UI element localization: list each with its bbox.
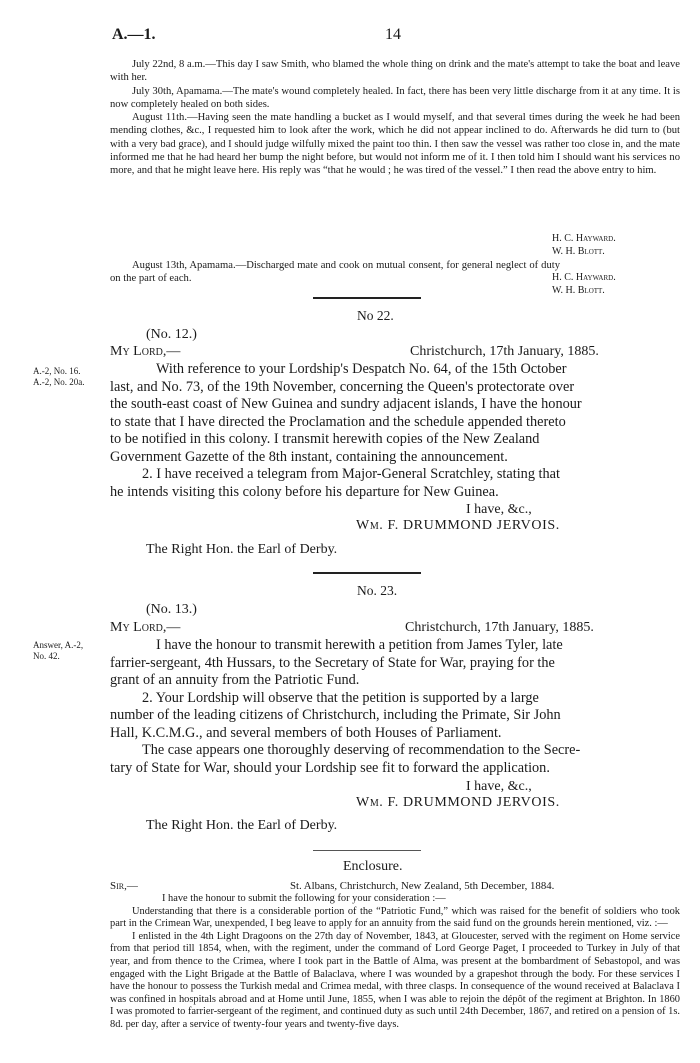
- margin-note-42: No. 42.: [33, 651, 60, 661]
- enclosure-body: [110, 893, 680, 1032]
- despatch-22-salutation: My Lord,—: [110, 344, 181, 359]
- body-line: 2. Your Lordship will observe that the petition is supported by a large: [142, 689, 539, 706]
- body-line: to be notified in this colony. I transmit herewith copies of the New Zealand: [110, 431, 540, 447]
- despatch-22-body: [110, 361, 680, 501]
- despatch-23-addressee: The Right Hon. the Earl of Derby.: [146, 818, 338, 833]
- body-line: I have the honour to transmit herewith a petition from James Tyler, late: [156, 637, 563, 653]
- body-line: With reference to your Lordship's Despatch No. 64, of the 15th October: [156, 361, 567, 377]
- body-line: tary of State for War, should your Lordship see fit to forward the application.: [110, 759, 550, 776]
- margin-note-a2-16: A.-2, No. 16.: [33, 366, 81, 376]
- despatch-22-heading: No 22.: [357, 308, 394, 323]
- body-line: 2. I have received a telegram from Major-General Scratchley, stating that: [142, 466, 560, 482]
- despatch-22-closing: I have, &c.,: [466, 502, 532, 517]
- journal-entry: July 22nd, 8 a.m.—This day I saw Smith, who blamed the whole thing on drink and the mate's attempt to take the boat and leave with her.: [110, 59, 680, 84]
- body-line: The case appears one thoroughly deserving of recommendation to the Secre-: [142, 742, 581, 758]
- body-line: farrier-sergeant, 4th Hussars, to the Secretary of State for War, praying for the: [110, 654, 555, 671]
- enclosure-heading: Enclosure.: [343, 859, 403, 874]
- journal-signatures-2: [552, 271, 616, 297]
- section-divider: [313, 297, 421, 299]
- despatch-23-salutation: My Lord,—: [110, 620, 181, 635]
- journal-signatures: [552, 232, 616, 258]
- despatch-22-ref: (No. 12.): [146, 327, 197, 342]
- enclosure-paragraph: I enlisted in the 4th Light Dragoons on the 27th day of November, 1843, at Gloucester, served with the regiment on Home service from that period till 1854, when, with the regiment, under the command of Lord George Paget, I proceeded to Turkey in July of that year, and from thence to the Crimea, where I took part in the Battle of Alma, was present at the bombardment of Sebastopol, and was engaged with the Light Brigade at the Battle of Balaclava, where I was wounded by a grapeshot through the body. For these services I have the honour to possess the Turkish medal and Crimea medal, with three clasps. In consequence of the wound received at Balaclava I was confined in hospitals abroad and at Home until June, 1855, when I was able to rejoin the dépôt of the regiment at Brighton. In 1860 I was promoted to farrier-sergeant of the regiment, and continued duty as such until 24th December, 1867, and retired on a pension of 1s. 8d. per day, after a service of twenty-four years and twenty-five days.: [110, 930, 680, 1030]
- despatch-23-place-date: Christchurch, 17th January, 1885.: [405, 620, 594, 635]
- body-line: he intends visiting this colony before his departure for New Guinea.: [110, 483, 499, 500]
- document-reference: A.—1.: [112, 26, 156, 43]
- body-line: the south-east coast of New Guinea and sundry adjacent islands, I have the honour: [110, 396, 582, 412]
- body-line: to state that I have directed the Proclamation and the schedule appended thereto: [110, 413, 566, 430]
- body-line: number of the leading citizens of Christchurch, including the Primate, Sir John: [110, 707, 561, 723]
- despatch-23-signature: Wm. F. DRUMMOND JERVOIS.: [356, 795, 560, 810]
- journal-entry: August 11th.—Having seen the mate handling a bucket as I would myself, and that several times during the week he had been mending clothes, &c., I requested him to look after the work, which he did not appear inclined to do. Afterwards he did turn to (but with a very bad grace), and I should judge wilfully mixed the paint too thin. I then saw the vessel was rather too close in, and the mate informed me that he had heard her bump the night before, but would not inform me of it. I then told him I should want his services no more, and that he might leave here. His reply was “that he would ; he was tired of the vessel.” I then read the above entry to him.: [110, 112, 680, 177]
- enclosure-paragraph: I have the honour to submit the following for your consideration :—: [162, 893, 446, 904]
- section-divider: [313, 572, 421, 574]
- enclosure-place-date: St. Albans, Christchurch, New Zealand, 5th December, 1884.: [290, 880, 555, 892]
- body-line: Hall, K.C.M.G., and several members of both Houses of Parliament.: [110, 724, 502, 741]
- despatch-22-signature: Wm. F. DRUMMOND JERVOIS.: [356, 518, 560, 533]
- enclosure-paragraph: Understanding that there is a considerable portion of the “Patriotic Fund,” which was raised for the benefit of soldiers who took part in the Crimean War, unexpended, I beg leave to apply for an annuity from the said fund on the grounds herein mentioned, viz. :—: [110, 905, 680, 930]
- signature-blott: W. H. Blott.: [552, 285, 605, 296]
- page-number: 14: [385, 26, 401, 43]
- journal-entry: July 30th, Apamama.—The mate's wound completely healed. In fact, there has been very little discharge from it at any time. It is now completely healed on both sides.: [110, 85, 680, 110]
- journal-extract: [110, 58, 680, 178]
- page-header: [112, 26, 660, 48]
- despatch-23-closing: I have, &c.,: [466, 779, 532, 794]
- section-divider: [313, 850, 421, 851]
- body-line: Government Gazette of the 8th instant, containing the announcement.: [110, 448, 508, 465]
- signature-hayward: H. C. Hayward.: [552, 272, 616, 283]
- despatch-22-place-date: Christchurch, 17th January, 1885.: [410, 344, 599, 359]
- margin-note-answer: Answer, A.-2,: [33, 640, 84, 650]
- despatch-23-ref: (No. 13.): [146, 602, 197, 617]
- body-line: last, and No. 73, of the 19th November, concerning the Queen's protectorate over: [110, 378, 575, 395]
- journal-entry: August 13th, Apamama.—Discharged mate and cook on mutual consent, for general neglect of duty on the part of each.: [110, 260, 560, 285]
- despatch-22-addressee: The Right Hon. the Earl of Derby.: [146, 542, 338, 557]
- enclosure-salutation: Sir,—: [110, 880, 138, 892]
- body-line: grant of an annuity from the Patriotic Fund.: [110, 672, 360, 688]
- despatch-23-body: [110, 637, 680, 777]
- signature-hayward: H. C. Hayward.: [552, 233, 616, 244]
- despatch-23-heading: No. 23.: [357, 583, 398, 598]
- margin-note-a2-20a: A.-2, No. 20a.: [33, 377, 85, 387]
- signature-blott: W. H. Blott.: [552, 246, 605, 257]
